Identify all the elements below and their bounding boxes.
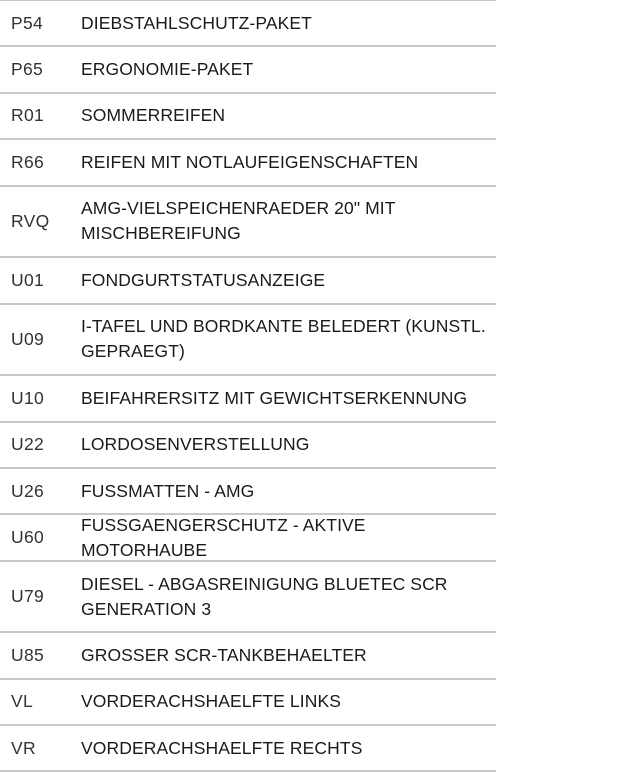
option-description: VORDERACHSHAELFTE RECHTS (81, 737, 363, 758)
option-code: R01 (11, 105, 45, 126)
option-description: I-TAFEL UND BORDKANTE BELEDERT (KUNSTL. GEPRAEGT) (81, 316, 486, 362)
option-row (0, 1, 496, 47)
option-code: P65 (11, 59, 44, 80)
option-row (0, 94, 496, 140)
option-code: U10 (11, 387, 45, 408)
option-row (0, 469, 496, 515)
option-description: ERGONOMIE-PAKET (81, 59, 254, 80)
option-code: U60 (11, 527, 45, 547)
option-description: GROSSER SCR-TANKBEHAELTER (81, 644, 367, 665)
option-row (0, 140, 496, 186)
option-description: BEIFAHRERSITZ MIT GEWICHTSERKENNUNG (81, 387, 468, 408)
option-row (0, 423, 496, 469)
option-code: P54 (11, 12, 44, 33)
option-code: U22 (11, 434, 45, 455)
option-row (0, 187, 496, 259)
option-row (0, 258, 496, 304)
option-code: U85 (11, 644, 45, 665)
option-code: U79 (11, 586, 45, 606)
option-code: VL (11, 691, 34, 712)
option-description: DIESEL - ABGASREINIGUNG BLUETEC SCR GENERATION 3 (81, 573, 448, 619)
option-description: FUSSGAENGERSCHUTZ - AKTIVE MOTORHAUBE (81, 514, 366, 560)
option-code: U09 (11, 328, 45, 349)
option-row (0, 376, 496, 422)
option-description: FONDGURTSTATUSANZEIGE (81, 269, 326, 290)
option-row (0, 726, 496, 772)
option-description: FUSSMATTEN - AMG (81, 480, 255, 501)
option-code: R66 (11, 151, 45, 172)
option-row (0, 680, 496, 726)
option-description: AMG-VIELSPEICHENRAEDER 20" MIT MISCHBEREIFUNG (81, 198, 396, 244)
option-code: VR (11, 737, 36, 758)
option-code: RVQ (11, 210, 50, 231)
option-row (0, 562, 496, 634)
option-description: LORDOSENVERSTELLUNG (81, 434, 310, 455)
option-code: U26 (11, 480, 45, 501)
option-row (0, 47, 496, 93)
option-description: SOMMERREIFEN (81, 105, 226, 126)
option-row (0, 633, 496, 679)
option-description: REIFEN MIT NOTLAUFEIGENSCHAFTEN (81, 151, 419, 172)
option-row (0, 305, 496, 377)
option-description: DIEBSTAHLSCHUTZ-PAKET (81, 12, 312, 33)
option-description: VORDERACHSHAELFTE LINKS (81, 691, 341, 712)
option-code: U01 (11, 269, 45, 290)
option-row (0, 515, 496, 561)
